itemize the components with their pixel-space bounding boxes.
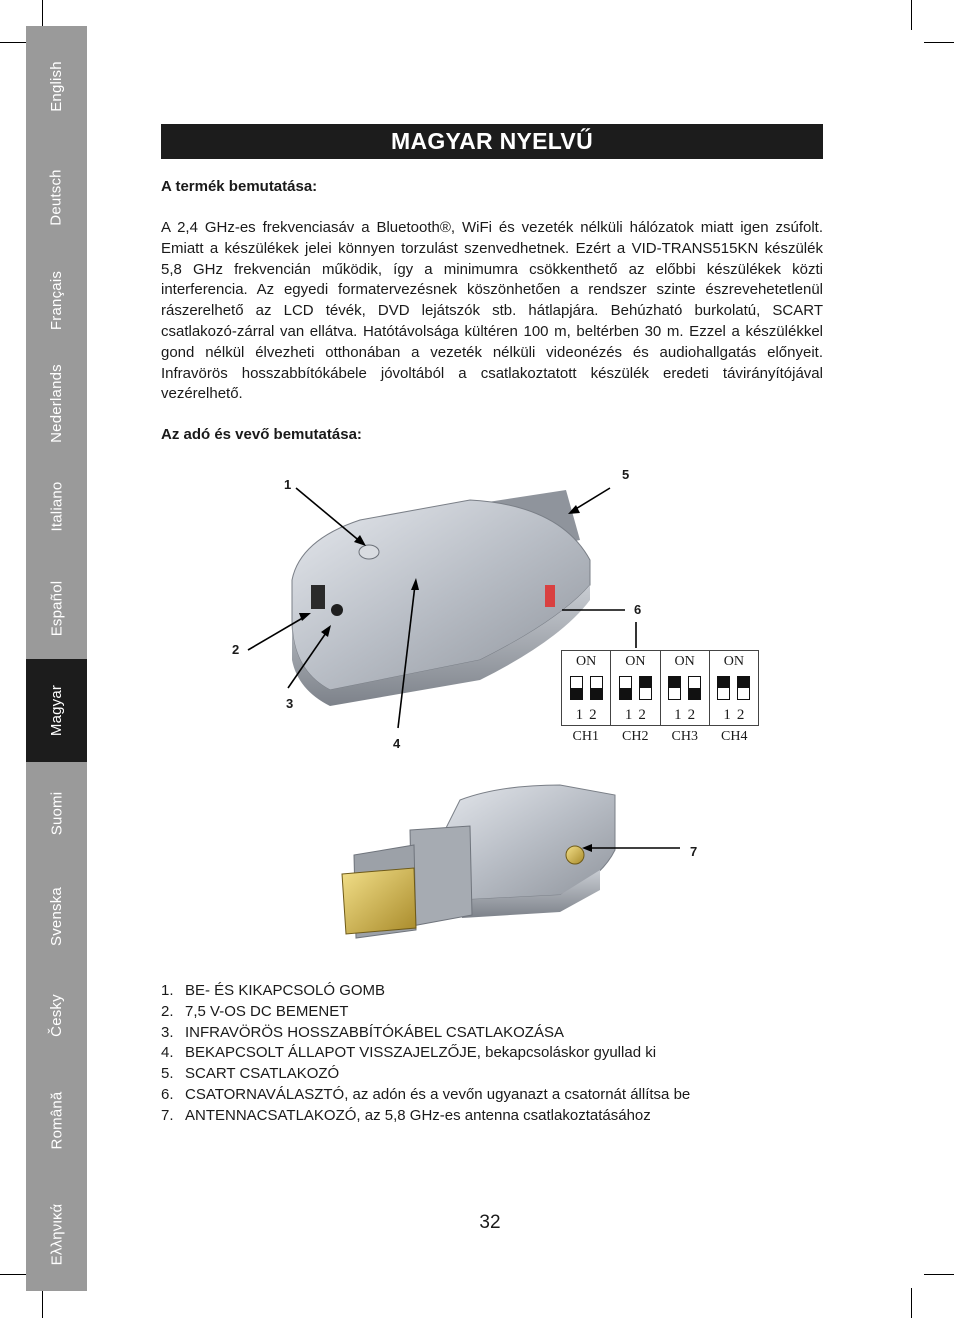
tab-label: Magyar (48, 684, 65, 737)
dip-switch-1 (717, 676, 730, 700)
parts-heading: Az adó és vevő bemutatása: (161, 426, 362, 443)
list-text: ANTENNACSATLAKOZÓ, az 5,8 GHz-es antenna csatlakoztatásához (185, 1106, 651, 1124)
parts-list (161, 981, 690, 1127)
tab-espanol[interactable] (26, 558, 87, 659)
tab-cesky[interactable] (26, 968, 87, 1063)
page-title: MAGYAR NYELVŰ (161, 124, 823, 159)
scart-housing (410, 826, 472, 926)
tab-label: Česky (48, 994, 65, 1037)
crop-mark (42, 1288, 43, 1318)
callout-5: 5 (622, 467, 630, 482)
page-number: 32 (479, 1212, 501, 1233)
list-number: 3. (161, 1023, 174, 1041)
tab-label: Français (48, 270, 65, 331)
dip-cell-ch2 (611, 651, 660, 725)
intro-heading: A termék bemutatása: (161, 178, 318, 195)
on-label: ON (625, 654, 646, 669)
tab-label: English (47, 60, 65, 112)
tab-label: Deutsch (48, 169, 65, 226)
tab-greek[interactable] (26, 1178, 87, 1291)
dip-switch-diagram (561, 650, 759, 726)
tab-label: Ελληνικά (48, 1203, 65, 1266)
list-text: CSATORNAVÁLASZTÓ, az adón és a vevőn ugyanazt a csatornát állítsa be (185, 1085, 691, 1103)
dip-switch-2 (590, 676, 603, 700)
tab-label: Español (47, 580, 65, 637)
dip-switch-1 (668, 676, 681, 700)
channel-label: CH2 (622, 729, 649, 744)
channel-dip-switch[interactable] (545, 585, 555, 607)
switch-numbers: 12 (575, 707, 603, 723)
ir-extension-port (331, 604, 343, 616)
list-item (161, 1085, 690, 1106)
switch-numbers: 12 (624, 707, 652, 723)
channel-label: CH1 (572, 729, 599, 744)
channel-label: CH3 (671, 729, 698, 744)
switch-numbers: 12 (674, 707, 702, 723)
tab-suomi[interactable] (26, 762, 87, 865)
callout-2: 2 (232, 642, 240, 657)
tab-label: Nederlands (48, 364, 65, 443)
tab-label: Română (48, 1091, 65, 1150)
dip-switch-1 (619, 676, 632, 700)
list-number: 7. (161, 1106, 174, 1124)
list-number: 4. (161, 1044, 174, 1062)
callout-7: 7 (690, 844, 698, 859)
scart-pins (342, 868, 416, 934)
dip-switch-2 (639, 676, 652, 700)
switch-numbers: 12 (723, 707, 751, 723)
tab-magyar[interactable] (26, 659, 87, 762)
callout-3: 3 (286, 696, 294, 711)
language-sidebar (26, 26, 87, 1291)
list-item (161, 1023, 690, 1044)
list-text: SCART CSATLAKOZÓ (185, 1065, 340, 1083)
antenna-connector (566, 846, 584, 864)
callout-4: 4 (393, 736, 401, 751)
list-text: INFRAVÖRÖS HOSSZABBÍTÓKÁBEL CSATLAKOZÁSA (185, 1023, 564, 1041)
crop-mark (911, 1288, 912, 1318)
tab-label: Italiano (47, 481, 65, 532)
tab-label: Svenska (48, 887, 65, 946)
tab-svenska[interactable] (26, 865, 87, 968)
on-label: ON (674, 654, 695, 669)
tab-deutsch[interactable] (26, 146, 87, 249)
list-number: 5. (161, 1065, 174, 1083)
list-text: BEKAPCSOLT ÁLLAPOT VISSZAJELZŐJE, bekapcsoláskor gyullad ki (185, 1044, 657, 1062)
list-number: 1. (161, 982, 174, 999)
tab-francais[interactable] (26, 249, 87, 352)
crop-mark (924, 42, 954, 43)
list-number: 6. (161, 1085, 174, 1103)
tab-nederlands[interactable] (26, 352, 87, 455)
list-text: 7,5 V-OS DC BEMENET (185, 1002, 349, 1020)
crop-mark (911, 0, 912, 30)
list-number: 2. (161, 1002, 174, 1020)
dip-switch-1 (570, 676, 583, 700)
transmitter-unit (342, 785, 615, 938)
tab-label: Suomi (48, 791, 65, 836)
on-label: ON (576, 654, 597, 669)
dip-switch-2 (737, 676, 750, 700)
list-item (161, 1043, 690, 1064)
list-item (161, 1106, 690, 1127)
power-button[interactable] (359, 545, 379, 559)
callout-1: 1 (284, 477, 292, 492)
tab-romana[interactable] (26, 1063, 87, 1178)
dip-cell-ch1 (562, 651, 611, 725)
channel-label: CH4 (721, 729, 748, 744)
tab-english[interactable] (26, 26, 87, 146)
list-item (161, 1064, 690, 1085)
tab-italiano[interactable] (26, 455, 87, 558)
channel-labels (561, 729, 759, 745)
list-item (161, 981, 690, 1002)
on-label: ON (723, 654, 744, 669)
callout-arrow-5 (574, 488, 610, 510)
list-text: BE- ÉS KIKAPCSOLÓ GOMB (185, 982, 386, 999)
crop-mark (924, 1274, 954, 1275)
dc-input-jack (311, 585, 325, 609)
list-item (161, 1002, 690, 1023)
callout-6: 6 (634, 602, 642, 617)
dip-cell-ch4 (710, 651, 758, 725)
dip-switch-2 (688, 676, 701, 700)
dip-cell-ch3 (661, 651, 710, 725)
intro-paragraph: A 2,4 GHz-es frekvenciasáv a Bluetooth®, WiFi és vezeték nélküli hálózatok miatt igen zsúfolt. Emiatt a készülékek jelei könnyen torzulást szenvedhetnek. Ezért a VID-TRANS515KN készülék 5,8 GHz frekvencián működik, így a minimumra csökkenthető az előbbi készülékek közti interferencia. Az egyedi formatervezésnek köszönhetően a rendszer szinte észrevehetetlenül rászerelhető az LCD tévék, DVD lejátszók stb. hátlapjára. Behúzható burkolatú, SCART csatlakozó-zárral van ellátva. Hatótávolsága kültéren 100 m, beltérben 30 m. Ezzel a készülékkel gond nélkül élvezheti otthonában a vezeték nélküli videonézés és audiohallgatás előnyeit. Infravörös hosszabbítókábele jóvoltából a csatlakoztatott készülék eredeti távirányítójával vezérelhető. (161, 219, 823, 403)
